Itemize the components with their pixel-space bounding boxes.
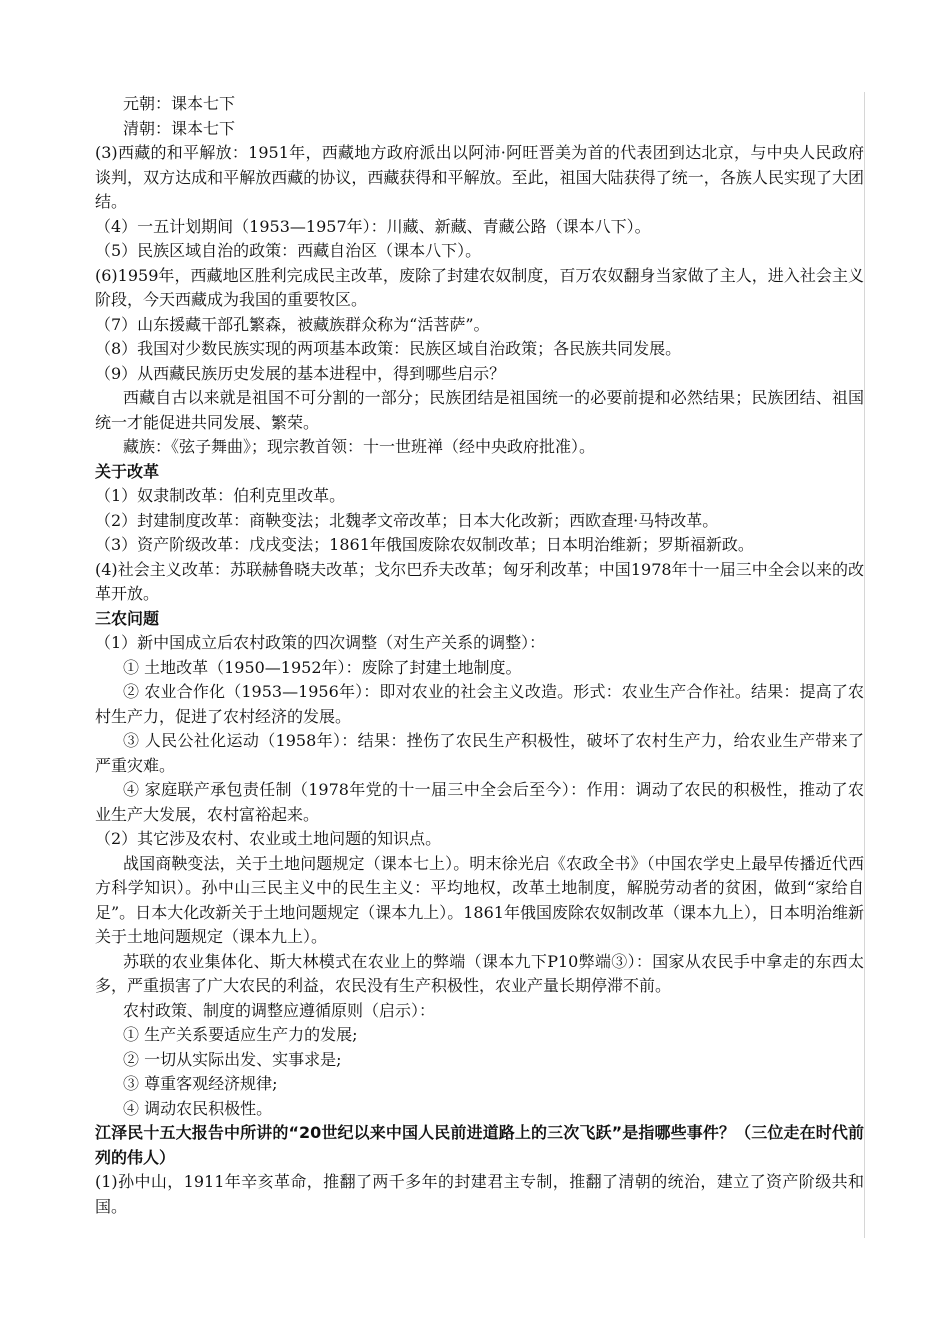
line-kong-fansen: （7）山东援藏干部孔繁森，被藏族群众称为“活菩萨”。 [95,314,490,334]
line-yuan: 元朝：课本七下 [123,94,236,113]
line-cooperation: ② 农业合作化（1953—1956年）：即对农业的社会主义改造。形式：农业生产合作社。结果：提高了农村生产力，促进了农村经济的发展。 [95,682,864,726]
line-tibet-liberation: (3)西藏的和平解放：1951年，西藏地方政府派出以阿沛·阿旺晋美为首的代表团到达北京，与中央人民政府谈判，双方达成和平解放西藏的协议，西藏获得和平解放。至此，祖国大陆获得了统一，各族人民实现了大团结。 [95,143,864,211]
line-tibetan: 藏族：《弦子舞曲》；现宗教首领：十一世班禅（经中央政府批准）。 [123,437,596,456]
line-land-reform: ① 土地改革（1950—1952年）：废除了封建土地制度。 [123,657,522,677]
line-land-history: 战国商鞅变法，关于土地问题规定（课本七上）。明末徐光启《农政全书》（中国农学史上最早传播近代西方科学知识）。孙中山三民主义中的民生主义：平均地权，改革土地制度，解脱劳动者的贫困，做到“家给自足”。日本大化改新关于土地问题规定（课本九上）。1861年俄国废除农奴制改革（课本九上），日本明治维新关于土地问题规定（课本九上）。 [95,853,864,946]
line-autonomy-policy: （5）民族区域自治的政策：西藏自治区（课本八下）。 [95,241,482,260]
heading-three-leaps: 江泽民十五大报告中所讲的“20世纪以来中国人民前进道路上的三次飞跃”是指哪些事件？（三位走在时代前列的伟人） [95,1123,864,1167]
line-reform-bourgeois: （3）资产阶级改革：戊戌变法；1861年俄国废除农奴制改革；日本明治维新；罗斯福新政。 [95,535,754,554]
line-principle-4: ④ 调动农民积极性。 [123,1098,273,1118]
line-question-9: （9）从西藏民族历史发展的基本进程中，得到哪些启示？ [95,363,506,383]
line-other-points: （2）其它涉及农村、农业或土地问题的知识点。 [95,829,442,848]
line-household-contract: ④ 家庭联产承包责任制（1978年党的十一届三中全会后至今）：作用：调动了农民的积极性，推动了农业生产大发展，农村富裕起来。 [95,780,864,824]
heading-reform: 关于改革 [95,461,160,481]
line-four-adjustments: （1）新中国成立后农村政策的四次调整（对生产关系的调整）： [95,633,546,652]
line-two-policies: （8）我国对少数民族实现的两项基本政策：民族区域自治政策；各民族共同发展。 [95,339,682,358]
line-democratic-reform: (6)1959年，西藏地区胜利完成民主改革，废除了封建农奴制度，百万农奴翻身当家做了主人，进入社会主义阶段，今天西藏成为我国的重要牧区。 [95,265,864,309]
heading-sannong: 三农问题 [95,608,160,628]
line-principle-3: ③ 尊重客观经济规律; [123,1074,278,1093]
line-principle-1: ① 生产关系要适应生产力的发展; [123,1025,358,1044]
line-qing: 清朝：课本七下 [123,118,236,138]
line-commune: ③ 人民公社化运动（1958年）：结果：挫伤了农民生产积极性，破坏了农村生产力，给农业生产带来了严重灾难。 [95,731,864,775]
line-soviet-collectivization: 苏联的农业集体化、斯大林模式在农业上的弊端（课本九下P10弊端③）：国家从农民手中拿走的东西太多，严重损害了广大农民的利益，农民没有生产积极性，农业产量长期停滞不前。 [95,951,864,995]
line-reform-feudal: （2）封建制度改革：商鞅变法；北魏孝文帝改革；日本大化改新；西欧查理·马特改革。 [95,510,719,530]
line-reform-slavery: （1）奴隶制改革：伯利克里改革。 [95,486,346,505]
line-principle-2: ② 一切从实际出发、实事求是; [123,1049,342,1069]
line-principles-intro: 农村政策、制度的调整应遵循原则（启示）： [123,1000,436,1020]
line-five-year-plan: （4）一五计划期间（1953—1957年）：川藏、新藏、青藏公路（课本八下）。 [95,216,651,236]
line-inspiration: 西藏自古以来就是祖国不可分割的一部分；民族团结是祖国统一的必要前提和必然结果；民族团结、祖国统一才能促进共同发展、繁荣。 [95,388,864,432]
line-sun-yatsen: (1)孙中山，1911年辛亥革命，推翻了两千多年的封建君主专制，推翻了清朝的统治，建立了资产阶级共和国。 [95,1172,864,1216]
line-reform-socialist: (4)社会主义改革：苏联赫鲁晓夫改革；戈尔巴乔夫改革；匈牙利改革；中国1978年十一届三中全会以来的改革开放。 [95,559,864,603]
document-page [95,92,865,1238]
